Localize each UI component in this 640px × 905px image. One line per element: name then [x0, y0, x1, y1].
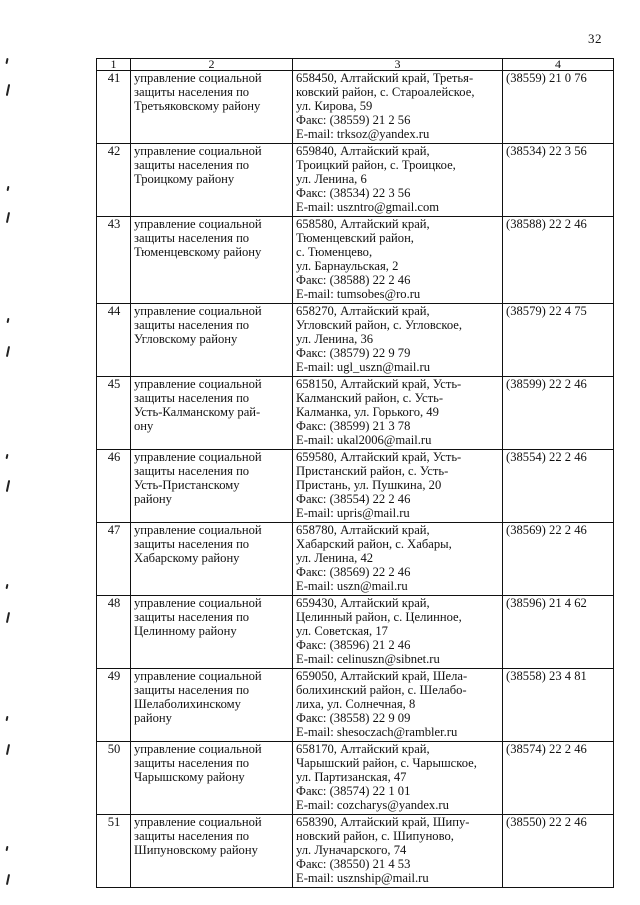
department-name-line: управление социальной: [134, 742, 262, 756]
address-line: E-mail: cozcharys@yandex.ru: [296, 798, 449, 812]
address-line: ул. Ленина, 6: [296, 172, 367, 186]
address-line: Угловский район, с. Угловское,: [296, 318, 463, 332]
address-line: 658390, Алтайский край, Шипу-: [296, 815, 470, 829]
row-number: 47: [97, 523, 131, 596]
department-name-line: Тюменцевскому району: [134, 245, 262, 259]
department-name-line: защиты населения по: [134, 231, 250, 245]
address-cell: [293, 71, 503, 144]
column-header: 2: [131, 59, 293, 71]
address-line: Факс: (38574) 22 1 01: [296, 784, 411, 798]
address-line: 659840, Алтайский край,: [296, 144, 430, 158]
phone-cell: (38596) 21 4 62: [503, 596, 614, 669]
department-name-line: Шипуновскому району: [134, 843, 258, 857]
department-name-line: Шелаболихинскому: [134, 697, 241, 711]
department-name-line: Чарышскому району: [134, 770, 245, 784]
department-name-line: управление социальной: [134, 217, 262, 231]
address-cell: [293, 742, 503, 815]
department-name-line: защиты населения по: [134, 537, 250, 551]
address-line: Факс: (38558) 22 9 09: [296, 711, 411, 725]
department-name-line: управление социальной: [134, 71, 262, 85]
address-cell: [293, 217, 503, 304]
department-name-cell: [131, 815, 293, 888]
margin-mark: [6, 346, 10, 357]
address-line: Хабарский район, с. Хабары,: [296, 537, 452, 551]
address-line: болихинский район, с. Шелабо-: [296, 683, 467, 697]
department-name-cell: [131, 742, 293, 815]
department-name-line: Усть-Пристанскому: [134, 478, 240, 492]
phone-cell: (38559) 21 0 76: [503, 71, 614, 144]
row-number: 50: [97, 742, 131, 815]
table-row: [97, 144, 614, 217]
department-name-cell: [131, 669, 293, 742]
phone-cell: (38550) 22 2 46: [503, 815, 614, 888]
column-header: 1: [97, 59, 131, 71]
row-number: 49: [97, 669, 131, 742]
address-line: Факс: (38550) 21 4 53: [296, 857, 411, 871]
table-row: [97, 71, 614, 144]
department-name-cell: [131, 450, 293, 523]
address-line: E-mail: uszntro@gmail.com: [296, 200, 440, 214]
address-cell: [293, 144, 503, 217]
row-number: 44: [97, 304, 131, 377]
address-line: Калманский район, с. Усть-: [296, 391, 444, 405]
phone-cell: (38554) 22 2 46: [503, 450, 614, 523]
phone-cell: (38579) 22 4 75: [503, 304, 614, 377]
department-name-line: защиты населения по: [134, 683, 250, 697]
address-line: 658580, Алтайский край,: [296, 217, 430, 231]
department-name-line: защиты населения по: [134, 318, 250, 332]
department-name-line: Целинному району: [134, 624, 237, 638]
margin-mark: [6, 454, 9, 459]
margin-mark: [6, 84, 10, 96]
address-line: Пристанский район, с. Усть-: [296, 464, 449, 478]
table-row: [97, 523, 614, 596]
margin-mark: [6, 874, 10, 885]
department-name-cell: [131, 304, 293, 377]
department-name-cell: [131, 217, 293, 304]
margin-mark: [6, 480, 10, 492]
department-name-line: району: [134, 711, 172, 725]
table-body: [97, 71, 614, 888]
address-line: Факс: (38559) 21 2 56: [296, 113, 411, 127]
address-line: Тюменцевский район,: [296, 231, 414, 245]
phone-cell: (38534) 22 3 56: [503, 144, 614, 217]
row-number: 45: [97, 377, 131, 450]
margin-mark: [6, 846, 9, 851]
address-line: 659580, Алтайский край, Усть-: [296, 450, 462, 464]
binding-hole-marks: [0, 0, 20, 905]
margin-mark: [7, 318, 10, 323]
margin-mark: [5, 58, 8, 64]
table-row: [97, 669, 614, 742]
address-line: 658780, Алтайский край,: [296, 523, 430, 537]
row-number: 41: [97, 71, 131, 144]
department-name-line: управление социальной: [134, 450, 262, 464]
address-line: ул. Луначарского, 74: [296, 843, 407, 857]
social-protection-contacts-table: [96, 58, 614, 888]
address-line: E-mail: upris@mail.ru: [296, 506, 410, 520]
department-name-line: управление социальной: [134, 669, 262, 683]
address-line: E-mail: shesoczach@rambler.ru: [296, 725, 458, 739]
address-line: Калманка, ул. Горького, 49: [296, 405, 439, 419]
table-row: [97, 217, 614, 304]
column-header: 4: [503, 59, 614, 71]
department-name-cell: [131, 71, 293, 144]
address-line: Факс: (38579) 22 9 79: [296, 346, 411, 360]
address-cell: [293, 377, 503, 450]
department-name-line: защиты населения по: [134, 158, 250, 172]
department-name-line: управление социальной: [134, 596, 262, 610]
phone-cell: (38569) 22 2 46: [503, 523, 614, 596]
address-line: Факс: (38534) 22 3 56: [296, 186, 411, 200]
department-name-line: району: [134, 492, 172, 506]
address-line: Целинный район, с. Целинное,: [296, 610, 462, 624]
address-line: E-mail: trksoz@yandex.ru: [296, 127, 430, 141]
phone-cell: (38558) 23 4 81: [503, 669, 614, 742]
address-line: 658150, Алтайский край, Усть-: [296, 377, 462, 391]
department-name-line: управление социальной: [134, 523, 262, 537]
address-line: 658450, Алтайский край, Третья-: [296, 71, 474, 85]
address-line: E-mail: usznship@mail.ru: [296, 871, 429, 885]
department-name-line: управление социальной: [134, 144, 262, 158]
department-name-line: управление социальной: [134, 815, 262, 829]
address-line: E-mail: ugl_uszn@mail.ru: [296, 360, 431, 374]
row-number: 48: [97, 596, 131, 669]
phone-cell: (38574) 22 2 46: [503, 742, 614, 815]
row-number: 51: [97, 815, 131, 888]
margin-mark: [6, 212, 10, 223]
department-name-cell: [131, 596, 293, 669]
department-name-line: Троицкому району: [134, 172, 235, 186]
table-row: [97, 304, 614, 377]
department-name-line: защиты населения по: [134, 829, 250, 843]
department-name-line: Усть-Калманскому рай-: [134, 405, 261, 419]
address-line: новский район, с. Шипуново,: [296, 829, 454, 843]
address-line: E-mail: celinuszn@sibnet.ru: [296, 652, 440, 666]
address-line: Факс: (38599) 21 3 78: [296, 419, 411, 433]
margin-mark: [6, 716, 9, 721]
address-line: с. Тюменцево,: [296, 245, 373, 259]
address-line: 659430, Алтайский край,: [296, 596, 430, 610]
address-cell: [293, 304, 503, 377]
department-name-line: ону: [134, 419, 154, 433]
row-number: 46: [97, 450, 131, 523]
column-header: 3: [293, 59, 503, 71]
address-line: ул. Партизанская, 47: [296, 770, 407, 784]
department-name-line: Третьяковскому району: [134, 99, 261, 113]
row-number: 42: [97, 144, 131, 217]
department-name-line: защиты населения по: [134, 464, 250, 478]
table-row: [97, 377, 614, 450]
margin-mark: [6, 744, 10, 755]
phone-cell: (38599) 22 2 46: [503, 377, 614, 450]
address-line: ул. Ленина, 36: [296, 332, 374, 346]
address-line: ковский район, с. Староалейское,: [296, 85, 475, 99]
department-name-line: Хабарскому району: [134, 551, 240, 565]
address-line: Факс: (38554) 22 2 46: [296, 492, 411, 506]
department-name-cell: [131, 377, 293, 450]
address-line: лиха, ул. Солнечная, 8: [296, 697, 416, 711]
address-line: 658170, Алтайский край,: [296, 742, 430, 756]
department-name-line: защиты населения по: [134, 391, 250, 405]
address-cell: [293, 596, 503, 669]
department-name-line: Угловскому району: [134, 332, 238, 346]
address-line: E-mail: ukal2006@mail.ru: [296, 433, 432, 447]
margin-mark: [7, 186, 10, 191]
page-number: 32: [588, 31, 602, 46]
row-number: 43: [97, 217, 131, 304]
address-line: E-mail: uszn@mail.ru: [296, 579, 408, 593]
address-line: E-mail: tumsobes@ro.ru: [296, 287, 421, 301]
table-row: [97, 450, 614, 523]
address-line: ул. Советская, 17: [296, 624, 388, 638]
table-row: [97, 742, 614, 815]
address-line: Троицкий район, с. Троицкое,: [296, 158, 456, 172]
department-name-line: управление социальной: [134, 377, 262, 391]
table-row: [97, 815, 614, 888]
address-line: Пристань, ул. Пушкина, 20: [296, 478, 442, 492]
department-name-line: управление социальной: [134, 304, 262, 318]
address-cell: [293, 669, 503, 742]
address-cell: [293, 450, 503, 523]
department-name-cell: [131, 523, 293, 596]
phone-cell: (38588) 22 2 46: [503, 217, 614, 304]
table-row: [97, 596, 614, 669]
header-row: [97, 59, 614, 71]
department-name-cell: [131, 144, 293, 217]
address-line: ул. Кирова, 59: [296, 99, 373, 113]
margin-mark: [6, 612, 10, 623]
address-line: ул. Барнаульская, 2: [296, 259, 399, 273]
address-line: 658270, Алтайский край,: [296, 304, 430, 318]
address-line: Факс: (38588) 22 2 46: [296, 273, 411, 287]
department-name-line: защиты населения по: [134, 610, 250, 624]
address-cell: [293, 815, 503, 888]
department-name-line: защиты населения по: [134, 85, 250, 99]
margin-mark: [6, 584, 9, 589]
address-line: 659050, Алтайский край, Шела-: [296, 669, 468, 683]
department-name-line: защиты населения по: [134, 756, 250, 770]
address-cell: [293, 523, 503, 596]
address-line: Факс: (38596) 21 2 46: [296, 638, 411, 652]
address-line: Факс: (38569) 22 2 46: [296, 565, 411, 579]
address-line: Чарышский район, с. Чарышское,: [296, 756, 477, 770]
address-line: ул. Ленина, 42: [296, 551, 374, 565]
